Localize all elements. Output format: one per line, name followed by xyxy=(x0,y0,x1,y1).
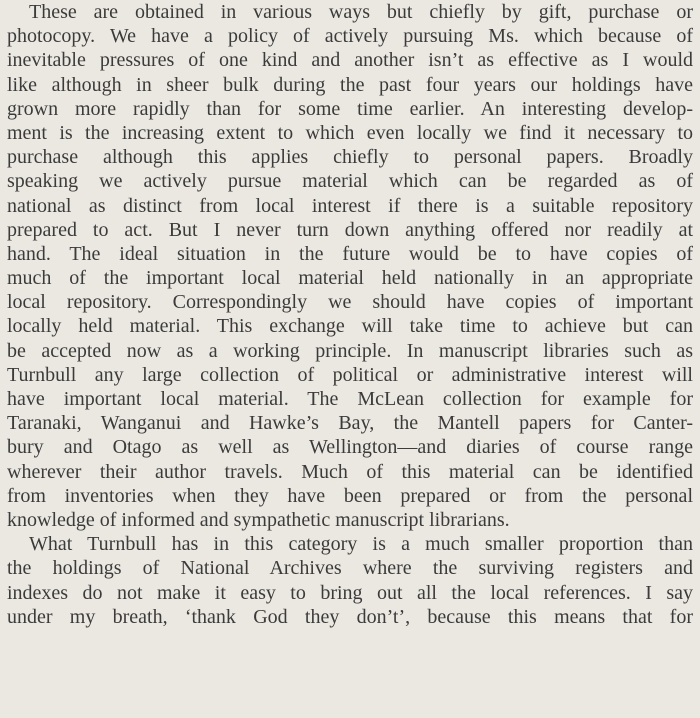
text-line: be accepted now as a working principle. In manuscript libraries such as xyxy=(7,339,693,362)
text-line: much of the important local material held nationally in an appropriate xyxy=(7,267,693,290)
text-line: local repository. Correspondingly we should have copies of important xyxy=(7,291,693,314)
text-line: prepared to act. But I never turn down anything offered nor readily at xyxy=(7,218,693,241)
text-line: photocopy. We have a policy of actively pursuing Ms. which because of xyxy=(7,25,693,48)
text-line: from inventories when they have been prepared or from the personal xyxy=(7,484,693,507)
text-line: under my breath, ‘thank God they don’t’, because this means that for xyxy=(7,605,693,628)
text-line: These are obtained in various ways but chiefly by gift, purchase or xyxy=(29,1,693,23)
text-line: locally held material. This exchange will take time to achieve but can xyxy=(7,315,693,338)
text-line: What Turnbull has in this category is a much smaller proportion than xyxy=(29,533,693,556)
paragraph xyxy=(7,532,693,629)
text-line: indexes do not make it easy to bring out all the local references. I say xyxy=(7,581,693,604)
text-line: have important local material. The McLean collection for example for xyxy=(7,388,693,410)
text-line: ment is the increasing extent to which even locally we find it necessary to xyxy=(7,121,693,144)
text-line: grown more rapidly than for some time earlier. An interesting develop- xyxy=(7,97,693,120)
text-line: bury and Otago as well as Wellington—and diaries of course range xyxy=(7,436,693,459)
body-text xyxy=(7,0,693,629)
text-line: like although in sheer bulk during the past four years our holdings have xyxy=(7,73,693,96)
text-line: inevitable pressures of one kind and another isn’t as effective as I would xyxy=(7,49,693,72)
paragraph xyxy=(7,0,693,532)
text-line: knowledge of informed and sympathetic manuscript librarians. xyxy=(7,508,510,531)
text-line: wherever their author travels. Much of this material can be identified xyxy=(7,460,693,483)
text-line: national as distinct from local interest if there is a suitable repository xyxy=(7,194,693,217)
text-line: hand. The ideal situation in the future would be to have copies of xyxy=(7,242,693,265)
text-line: purchase although this applies chiefly to personal papers. Broadly xyxy=(7,146,693,169)
text-line: speaking we actively pursue material which can be regarded as of xyxy=(7,170,693,193)
text-line: Taranaki, Wanganui and Hawke’s Bay, the Mantell papers for Canter- xyxy=(7,412,693,435)
text-line: the holdings of National Archives where the surviving registers and xyxy=(7,557,693,580)
text-line: Turnbull any large collection of political or administrative interest will xyxy=(7,363,693,386)
